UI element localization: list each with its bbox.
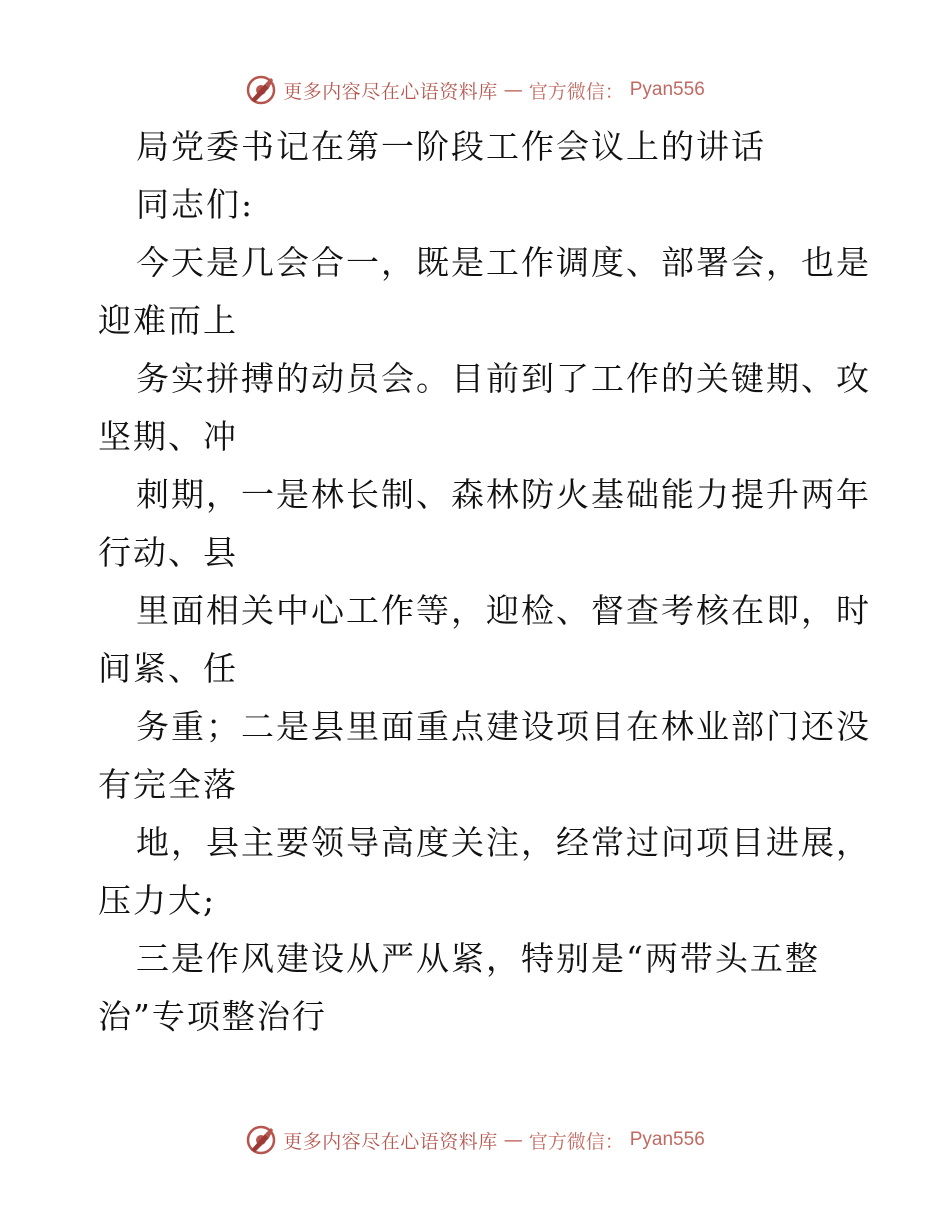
paragraph-line: 迎难而上 bbox=[98, 301, 238, 340]
paragraph-line: 压力大; bbox=[98, 881, 217, 920]
header-watermark bbox=[0, 70, 950, 110]
watermark-handle: Pyan556 bbox=[629, 79, 705, 100]
paragraph-line: 行动、县 bbox=[98, 533, 238, 572]
paragraph-line: 务实拼搏的动员会。目前到了工作的关键期、攻 bbox=[136, 359, 871, 398]
paragraph-line: 里面相关中心工作等，迎检、督查考核在即，时 bbox=[136, 591, 871, 630]
paragraph-line: 间紧、任 bbox=[98, 649, 238, 688]
document-title: 局党委书记在第一阶段工作会议上的讲话 bbox=[136, 127, 766, 166]
paragraph-line: 地，县主要领导高度关注，经常过问项目进展， bbox=[136, 823, 871, 862]
watermark-handle: Pyan556 bbox=[629, 1129, 705, 1150]
paragraph-line: 有完全落 bbox=[98, 765, 238, 804]
watermark-sub: 官方微信： bbox=[528, 80, 624, 103]
paragraph-line: 三是作风建设从严从紧，特别是“两带头五整 bbox=[136, 939, 820, 978]
paragraph-line: 今天是几会合一，既是工作调度、部署会，也是 bbox=[136, 243, 871, 282]
watermark-sub: 官方微信： bbox=[528, 1130, 624, 1153]
paragraph-line: 务重；二是县里面重点建设项目在林业部门还没 bbox=[136, 707, 871, 746]
pen-logo-icon bbox=[245, 1124, 277, 1156]
paragraph-line: 治”专项整治行 bbox=[98, 997, 327, 1036]
watermark-dash: — bbox=[503, 1129, 523, 1151]
paragraph-line: 坚期、冲 bbox=[98, 417, 238, 456]
document-body bbox=[98, 118, 871, 1046]
paragraph-line: 同志们: bbox=[136, 185, 255, 224]
footer-watermark bbox=[0, 1120, 950, 1160]
paragraph-line: 刺期，一是林长制、森林防火基础能力提升两年 bbox=[136, 475, 871, 514]
pen-logo-icon bbox=[245, 74, 277, 106]
watermark-dash: — bbox=[503, 79, 523, 101]
watermark-text: 更多内容尽在心语资料库 bbox=[283, 80, 498, 103]
watermark-text: 更多内容尽在心语资料库 bbox=[283, 1130, 498, 1153]
